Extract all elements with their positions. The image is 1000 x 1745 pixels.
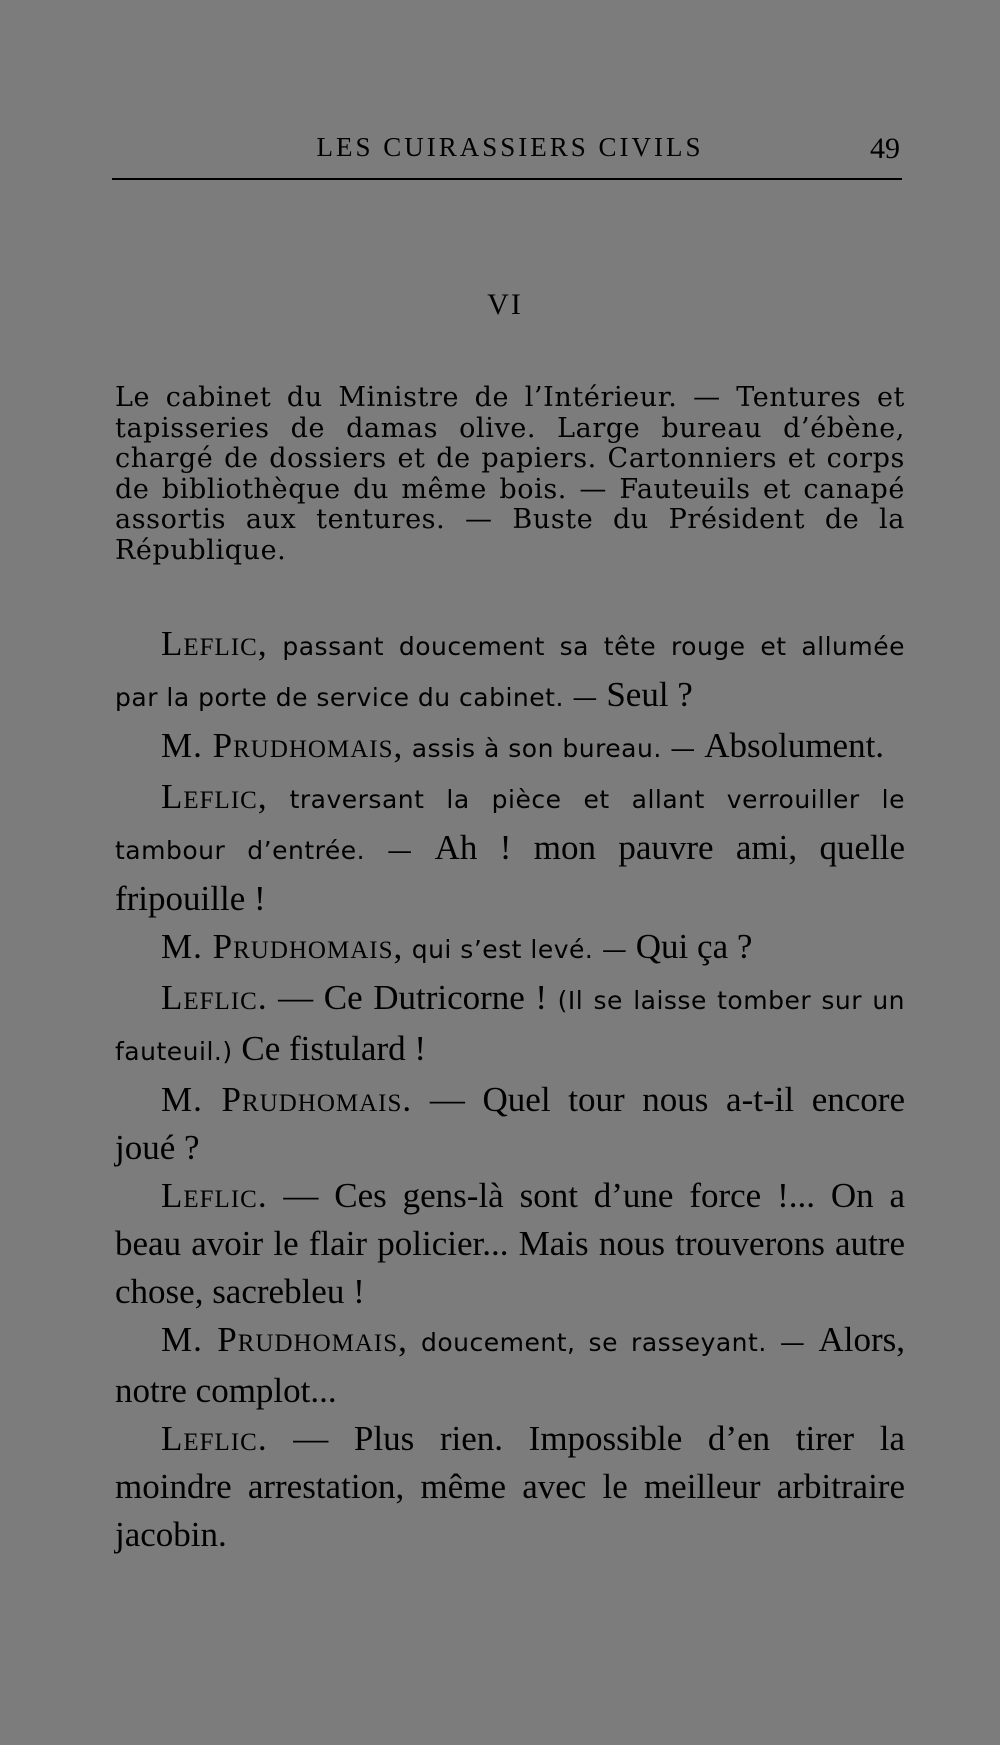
stage-note: qui s’est levé. —: [403, 935, 636, 964]
speech: — Ces gens-là sont d’une force !... On a beau avoir le flair policier... Mais nous trouverons autre chose, sacrebleu !: [115, 1176, 905, 1311]
dialogue-line: [115, 923, 905, 974]
dialogue-line: [115, 620, 905, 722]
speech: — Ce Dutricorne !: [267, 978, 558, 1017]
dialogue-line: [115, 1415, 905, 1559]
chapter-heading: VI: [487, 288, 523, 321]
dialogue-line: [115, 722, 905, 773]
speaker-name: Leflic.: [161, 1176, 268, 1215]
speaker-name: M. Prudhomais,: [161, 927, 404, 966]
stage-note: traversant la pièce et allant verrouiller le tambour d’entrée. —: [115, 785, 905, 865]
stage-note: assis à son bureau. —: [403, 734, 705, 763]
speaker-name: Leflic,: [161, 624, 268, 663]
speaker-name: Leflic.: [161, 978, 268, 1017]
speaker-name: Leflic,: [161, 777, 268, 816]
speaker-name: Leflic.: [161, 1419, 268, 1458]
speaker-name: M. Prudhomais,: [161, 1320, 408, 1359]
dialogue-line: [115, 1316, 905, 1415]
header-rule: [112, 178, 902, 180]
page-number: 49: [870, 132, 900, 165]
stage-direction: Le cabinet du Ministre de l’Intérieur. — Tentures et tapisseries de damas olive. Large bureau d’ébène, chargé de dossiers et de papiers. Cartonniers et corps de bibliothèque du même bois. — Fauteuils et canapé assortis aux tentures. — Buste du Président de la République.: [115, 382, 905, 566]
speech: Ah ! mon pauvre ami, quelle fripouille !: [115, 828, 905, 918]
speaker-name: M. Prudhomais.: [161, 1080, 413, 1119]
dialogue-line: [115, 974, 905, 1076]
speech: — Plus rien. Impossible d’en tirer la moindre arrestation, même avec le meilleur arbitraire jacobin.: [115, 1419, 905, 1554]
stage-note: passant doucement sa tête rouge et allumée par la porte de service du cabinet. —: [115, 632, 905, 712]
dialogue-line: [115, 1172, 905, 1316]
speech: Qui ça ?: [635, 927, 753, 966]
speech: Ce fistulard !: [232, 1029, 427, 1068]
page-header: [115, 132, 905, 172]
dialogue-line: [115, 1076, 905, 1172]
running-title: LES CUIRASSIERS CIVILS: [316, 132, 704, 162]
dialogue: [115, 620, 905, 1559]
dialogue-line: [115, 773, 905, 923]
speech: Absolument.: [704, 726, 885, 765]
stage-note: doucement, se rasseyant. —: [407, 1328, 819, 1357]
speech: Seul ?: [606, 675, 693, 714]
speech: Alors, notre complot...: [115, 1320, 905, 1410]
speaker-name: M. Prudhomais,: [161, 726, 404, 765]
speech: — Quel tour nous a-t-il encore joué ?: [115, 1080, 906, 1167]
stage-note: (Il se laisse tomber sur un fauteuil.): [115, 986, 906, 1066]
